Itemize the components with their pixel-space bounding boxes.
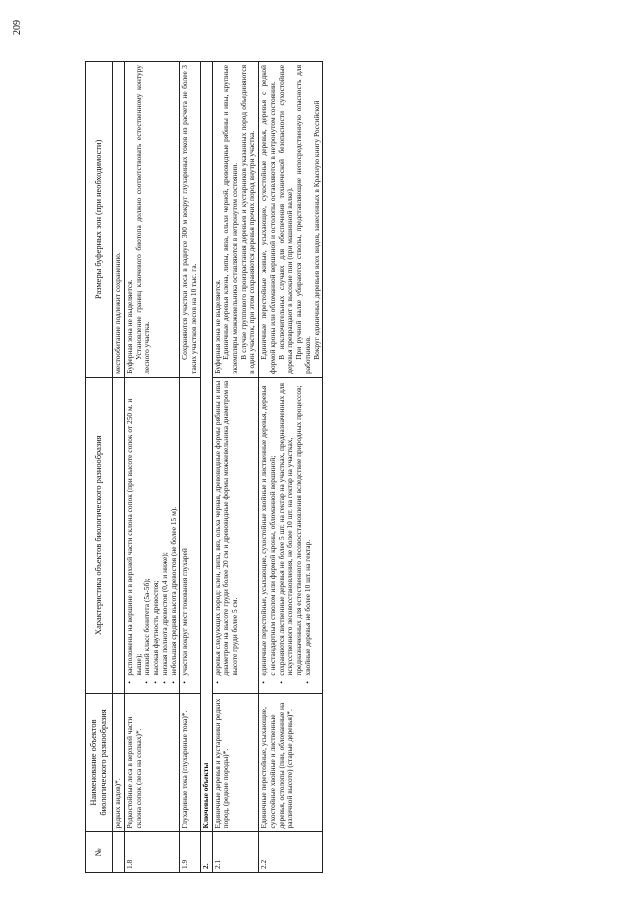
list-item: • сохраняются лиственные деревья не более 5 шт. на гектар на участках, предназначенных для искусственного лесовосстановления, не более 10 шт. на гектар на участках, предназначенных для естественного лесовосстановления вследствие природных процессов; [278,381,304,682]
list-item: • высокая фаутность древостоя; [152,381,161,682]
paragraph: Единичные деревья клена, липы, вяза, ольхи черной, древовидные рябины и ивы, крупные экземпляры можжевельника оставляются в нетронутом состоянии. [221,65,239,374]
cell-characteristics [124,377,179,693]
cell-name: редких видов)*. [113,693,125,832]
list-item: • деревья следующих пород: клен, липа, вяз, ольха черная, древовидные формы рябины и ивы диаметром на высоте груди более 20 см и древовидные формы можжевельника диаметром на высоте груди более 5 см. [214,381,240,682]
table-header-row [86,62,113,873]
header-name: Наименование объектов биологического разнообразия [86,693,113,832]
table-row [113,62,125,873]
table-row [212,62,259,873]
list-item: • участки вокруг мест токования глухарей [181,381,190,682]
cell-buffer-zone [124,62,179,378]
table-row [259,62,323,873]
paragraph: Установление границ ключевого биотопа должно соответствовать естественному контуру лесного участка. [133,65,152,374]
cell-name: Единичные перестойные, усыхающие, сухостойные хвойные и лиственные деревья, остолопы (пни, обломанные на различной высоте) (старые деревья)*. [259,693,323,832]
cell-characteristics [212,377,259,693]
list-item: • единичные перестойные, усыхающие, сухостойные хвойные и лиственные деревья, деревья с нестандартным стволом или формой кроны, обломанной вершиной; [260,381,277,682]
section-title: Ключевые объекты [200,62,212,832]
cell-buffer-zone [259,62,323,378]
table-row [180,62,200,873]
paragraph: При ручной валке убираются стволы, представляющие непосредственную опасность для работников. [294,65,312,374]
cell-num: 2.2 [259,832,323,873]
paragraph: Буферная зона не выделяется. [212,279,222,374]
cell-num: 1.9 [180,832,200,873]
table-row [200,62,212,873]
cell-characteristics [113,377,125,693]
cell-buffer-zone: местообитание подлежит сохранению. [113,62,125,378]
paragraph: В случае группового произрастания деревьев и кустарников указанных пород объединяются в один участок, при этом сохраняются деревья прочих пород внутри участка. [238,65,257,374]
cell-num: 2.1 [212,832,259,873]
list-item: • хвойные деревья не более 10 шт. на гектар. [304,381,313,682]
cell-buffer-zone [212,62,259,378]
paragraph: Единичные перестойные живые, усыхающие, сухостойные деревья, деревья с редкой формой кроны или обломанной вершиной и остолопы оставляются в нетронутом состоянии. [259,65,277,374]
cell-num: 2. [200,832,212,873]
header-buffer-zone: Размеры буферных зон (при необходимости) [86,62,113,378]
cell-num [113,832,125,873]
list-item: • низкая полнота древостоя (0,4 и ниже); [161,381,170,682]
cell-characteristics [259,377,323,693]
page-number: 209 [12,20,23,35]
list-item: • расположены на вершине и в верхней части склона сопок (при высоте сопок от 250 м. и выше); [126,381,143,682]
cell-num: 1.8 [124,832,179,873]
header-num: № [86,832,113,873]
cell-name: Глухариные тока (глухариные тока)*. [180,693,200,832]
header-characteristics: Характеристика объектов биологического разнообразия [86,377,113,693]
cell-buffer-zone: Сохраняются участки леса в радиусе 300 м вокруг глухариных токов из расчета не более 3 таких участков лесов на 10 тыс. га. [180,62,200,378]
cell-name: Редкостойные леса в верхней части склона сопок (леса на сопках)*. [124,693,179,832]
paragraph: В исключительных случаях для обеспечения технической безопасности сухостойные деревья превращают в высокие пни (при машинной валке). [276,65,295,374]
biodiversity-table [85,61,323,873]
list-item: • низкий класс бонитета (5а-5б); [143,381,152,682]
cell-name: Единичные деревья и кустарники редких пород, (редкие породы)*. [212,693,259,832]
paragraph: Вокруг единичных деревьев всех видов, занесенных в Красную книгу Российской [311,100,321,360]
paragraph: Буферная зона не выделяется. [124,279,134,374]
list-item: • небольшая средняя высота древостоя (не более 15 м). [170,381,179,682]
table-row [124,62,179,873]
cell-characteristics [180,377,200,693]
